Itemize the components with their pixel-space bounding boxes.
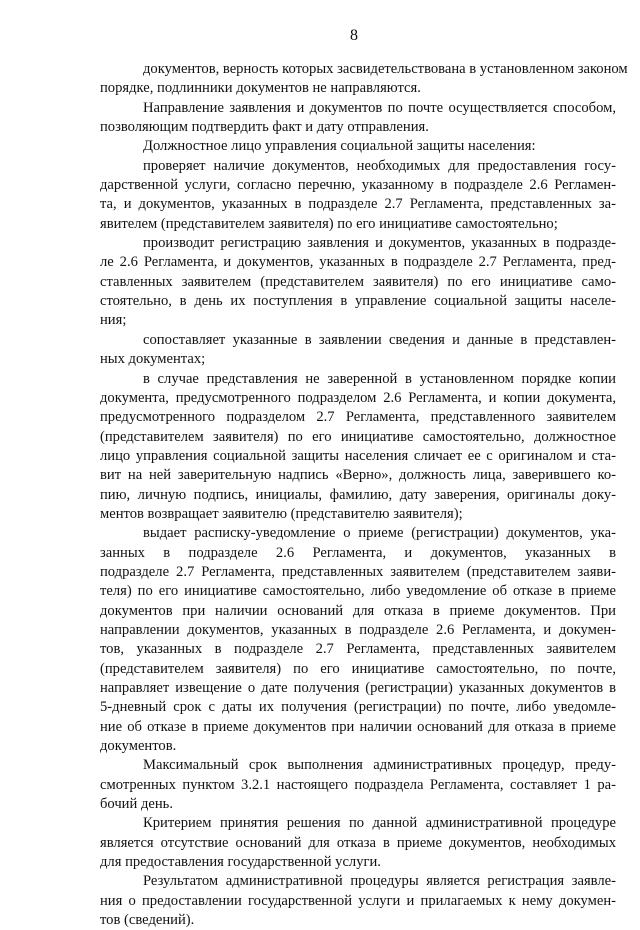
text-line: ния о предоставлении государственной услуги и прилагаемых к нему докумен-: [100, 892, 616, 909]
paragraph: [100, 814, 616, 872]
text-line: Максимальный срок выполнения административных процедур, преду-: [143, 757, 616, 774]
paragraph: [100, 872, 616, 930]
text-line: ле 2.6 Регламента, и документов, указанных в подразделе 2.7 Регламента, пред-: [100, 254, 616, 271]
text-line: вит на ней заверительную надпись «Верно», должность лица, заверившего ко-: [100, 467, 616, 484]
text-line: Результатом административной процедуры является регистрация заявле-: [143, 873, 616, 890]
text-line: бочий день.: [100, 796, 173, 813]
text-line: документов при наличии оснований для отказа в приеме документов. При: [100, 602, 616, 619]
text-line: проверяет наличие документов, необходимых для предоставления госу-: [143, 157, 616, 174]
text-line: ных документах;: [100, 351, 206, 368]
text-line: 5-дневный срок с даты их получения (регистрации) по почте, либо уведомле-: [100, 699, 616, 716]
paragraph: [100, 331, 616, 370]
text-line: для предоставления государственной услуги.: [100, 854, 381, 871]
text-line: документа, предусмотренного подразделом 2.6 Регламента, и копии документа,: [100, 389, 616, 406]
text-line: (представителем заявителя) по его инициативе самостоятельно, по почте,: [100, 660, 616, 677]
text-line: производит регистрацию заявления и документов, указанных в подразде-: [143, 235, 616, 252]
text-line: ния;: [100, 312, 127, 329]
document-body: [100, 60, 628, 930]
text-line: тов (сведений).: [100, 912, 195, 929]
text-line: документов, верность которых засвидетельствована в установленном законом: [143, 61, 628, 77]
paragraph: [100, 756, 616, 814]
text-line: позволяющим подтвердить факт и дату отправления.: [100, 119, 429, 136]
text-line: та, и документов, указанных в подразделе 2.7 Регламента, представленных за-: [100, 196, 616, 213]
text-line: ментов возвращает заявителю (представителю заявителя);: [100, 505, 463, 522]
text-line: Критерием принятия решения по данной административной процедуре: [143, 815, 616, 832]
text-line: занных в подразделе 2.6 Регламента, и документов, указанных в: [100, 544, 616, 561]
text-line: выдает расписку-уведомление о приеме (регистрации) документов, ука-: [143, 525, 616, 542]
text-line: стоятельно, в день их поступления в управление социальной защиты населе-: [100, 293, 616, 310]
text-line: пию, личную подпись, инициалы, фамилию, дату заверения, оригиналы доку-: [100, 486, 616, 503]
text-line: ставленных заявителем (представителем заявителя) по его инициативе само-: [100, 273, 616, 290]
text-line: (представителем заявителя) по его инициативе самостоятельно, должностное: [100, 428, 616, 445]
text-line: является отсутствие оснований для отказа в приеме документов, необходимых: [100, 834, 616, 851]
paragraph: [100, 370, 616, 525]
text-line: смотренных пунктом 3.2.1 настоящего подраздела Регламента, составляет 1 ра-: [100, 776, 616, 793]
text-line: теля) по его инициативе самостоятельно, либо уведомление об отказе в приеме: [100, 583, 616, 600]
paragraph: [100, 157, 616, 234]
text-line: подразделе 2.7 Регламента, представленных заявителем (представителем заяви-: [100, 563, 616, 580]
paragraph: [100, 234, 616, 331]
paragraph: [100, 99, 616, 138]
text-line: дарственной услуги, согласно перечню, указанному в подразделе 2.6 Регламен-: [100, 177, 616, 194]
text-line: документов.: [100, 738, 177, 755]
text-line: предусмотренного подразделом 2.7 Регламента, представленного заявителем: [100, 409, 616, 426]
text-line: сопоставляет указанные в заявлении сведения и данные в представлен-: [143, 331, 616, 348]
text-line: тов, указанных в подразделе 2.7 Регламента, представленных заявителем: [100, 641, 616, 658]
paragraph: [100, 524, 616, 756]
text-line: в случае представления не заверенной в установленном порядке копии: [143, 370, 616, 387]
text-line: ние об отказе в приеме документов при наличии оснований для отказа в приеме: [100, 718, 616, 735]
text-line: направлении документов, указанных в подразделе 2.6 Регламента, и докумен-: [100, 621, 616, 638]
text-line: Направление заявления и документов по почте осуществляется способом,: [143, 99, 616, 116]
page-number: 8: [350, 27, 358, 44]
text-line: направляет извещение о дате получения (регистрации) указанных документов в: [100, 680, 616, 696]
text-line: Должностное лицо управления социальной защиты населения:: [143, 138, 536, 155]
text-line: порядке, подлинники документов не направляются.: [100, 80, 421, 97]
text-line: явителем (представителем заявителя) по его инициативе самостоятельно;: [100, 215, 558, 232]
text-line: лицо управления социальной защиты населения сличает ее с оригиналом и ста-: [100, 447, 616, 464]
paragraph: [100, 60, 628, 99]
paragraph: [100, 137, 616, 156]
